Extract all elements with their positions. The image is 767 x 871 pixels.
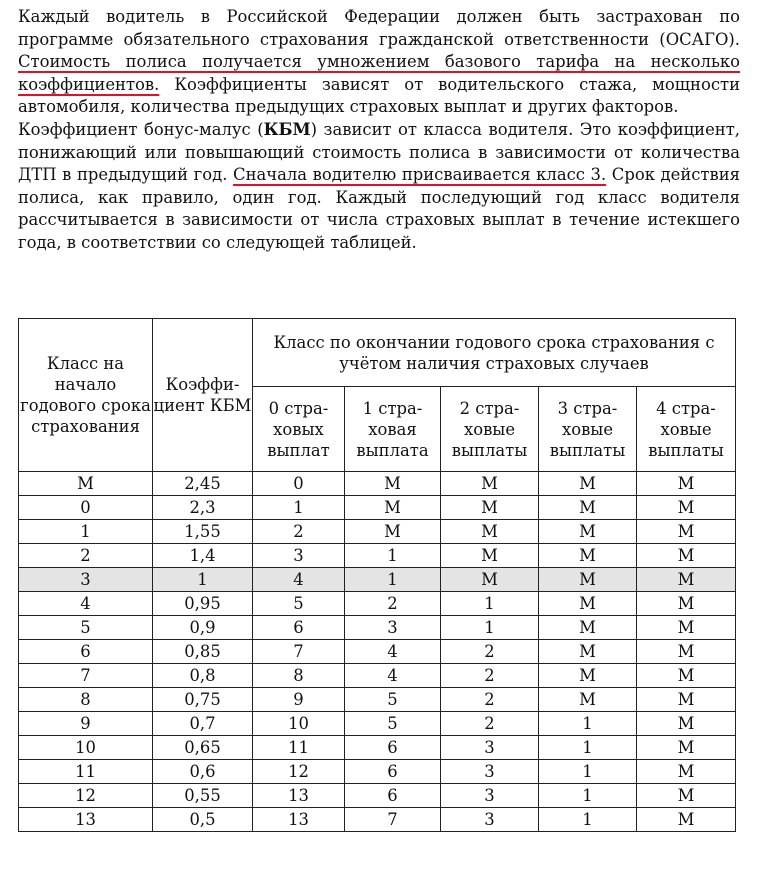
table-cell: М xyxy=(345,472,441,496)
table-row xyxy=(19,496,736,520)
table-cell: 12 xyxy=(253,760,345,784)
table-cell: М xyxy=(637,688,736,712)
table-cell: 13 xyxy=(253,784,345,808)
text-span: Коэффициенты зависят от водительского стажа, мощности автомобиля, количества предыдущих страховых выплат и других факторов. xyxy=(18,74,740,117)
table-cell: 1 xyxy=(345,568,441,592)
header-1-payment: 1 стра- ховая выплата xyxy=(345,387,441,472)
header-class-start: Класс на начало годового срока страхования xyxy=(19,319,153,472)
table-row xyxy=(19,544,736,568)
table-cell: 8 xyxy=(253,664,345,688)
table-cell: 6 xyxy=(19,640,153,664)
table-cell: М xyxy=(539,520,637,544)
table-cell: М xyxy=(539,472,637,496)
table-cell: М xyxy=(345,520,441,544)
table-cell: 9 xyxy=(253,688,345,712)
table-cell: 1 xyxy=(539,712,637,736)
table-cell: 1 xyxy=(539,736,637,760)
table-cell: М xyxy=(539,592,637,616)
table-cell: 3 xyxy=(441,760,539,784)
document-text xyxy=(18,6,740,255)
table-cell: 7 xyxy=(345,808,441,832)
table-cell: 12 xyxy=(19,784,153,808)
text-span: Коэффициент бонус-малус ( xyxy=(18,119,264,139)
table-row xyxy=(19,616,736,640)
table-cell: М xyxy=(637,784,736,808)
table-cell: 5 xyxy=(345,688,441,712)
table-cell: М xyxy=(637,736,736,760)
table-cell: М xyxy=(539,664,637,688)
header-3-payments: 3 стра- ховые выплаты xyxy=(539,387,637,472)
table-cell: 1 xyxy=(441,592,539,616)
table-cell: 0,95 xyxy=(153,592,253,616)
table-cell: 5 xyxy=(19,616,153,640)
bold-term: КБМ xyxy=(263,119,311,139)
table-cell: 1 xyxy=(253,496,345,520)
table-cell: 2 xyxy=(253,520,345,544)
table-cell: 0 xyxy=(253,472,345,496)
table-cell: 4 xyxy=(345,664,441,688)
table-cell: М xyxy=(637,808,736,832)
table-cell: 4 xyxy=(19,592,153,616)
table-cell: М xyxy=(637,712,736,736)
table-cell: М xyxy=(539,496,637,520)
text-span: Срок действия полиса, как правило, один год. Каждый последующий год класс водителя рассчитывается в зависимости от числа страховых выплат в течение истекшего года, в соответствии со следующей таблицей. xyxy=(18,165,740,252)
table-cell: 6 xyxy=(345,784,441,808)
table-cell: 1,4 xyxy=(153,544,253,568)
table-cell: М xyxy=(539,640,637,664)
table-cell: М xyxy=(637,664,736,688)
header-class-end-group: Класс по окончании годового срока страхования с учётом наличия страховых случаев xyxy=(253,319,736,387)
table-cell: 0,75 xyxy=(153,688,253,712)
header-0-payments: 0 стра- ховых выплат xyxy=(253,387,345,472)
table-row xyxy=(19,640,736,664)
table-cell: 1 xyxy=(153,568,253,592)
table-cell: 0,65 xyxy=(153,736,253,760)
table-row xyxy=(19,568,736,592)
table-cell: 13 xyxy=(253,808,345,832)
table-cell: 1 xyxy=(539,808,637,832)
table-cell: 13 xyxy=(19,808,153,832)
table-cell: 7 xyxy=(253,640,345,664)
table-row xyxy=(19,520,736,544)
table-cell: 0,55 xyxy=(153,784,253,808)
table-body xyxy=(19,472,736,832)
text-span: Каждый водитель в Российской Федерации должен быть застрахован по программе обязательного страхования гражданской ответственности (ОСАГО). xyxy=(18,7,740,49)
highlighted-text: Стоимость полиса получается умножением базового тарифа на несколько коэффициентов. xyxy=(18,52,740,94)
table-cell: 8 xyxy=(19,688,153,712)
table-cell: 0,8 xyxy=(153,664,253,688)
table-cell: 6 xyxy=(345,760,441,784)
table-row xyxy=(19,688,736,712)
table-cell: М xyxy=(637,544,736,568)
table-cell: 1 xyxy=(19,520,153,544)
table-cell: М xyxy=(539,544,637,568)
table-cell: 5 xyxy=(345,712,441,736)
paragraph-kbm xyxy=(18,119,740,255)
header-2-payments: 2 стра- ховые выплаты xyxy=(441,387,539,472)
table-cell: 2,45 xyxy=(153,472,253,496)
table-cell: 1,55 xyxy=(153,520,253,544)
table-row xyxy=(19,808,736,832)
table-cell: 3 xyxy=(253,544,345,568)
table-cell: 2,3 xyxy=(153,496,253,520)
table-cell: 10 xyxy=(253,712,345,736)
table-cell: М xyxy=(441,520,539,544)
table-row xyxy=(19,760,736,784)
table-cell: 11 xyxy=(19,760,153,784)
table-cell: 0 xyxy=(19,496,153,520)
table-cell: 2 xyxy=(441,640,539,664)
table-cell: М xyxy=(345,496,441,520)
table-cell: 6 xyxy=(253,616,345,640)
table-cell: 5 xyxy=(253,592,345,616)
table-cell: М xyxy=(637,640,736,664)
table-row xyxy=(19,472,736,496)
table-cell: М xyxy=(441,472,539,496)
table-cell: М xyxy=(19,472,153,496)
table-cell: 0,9 xyxy=(153,616,253,640)
table-cell: 0,7 xyxy=(153,712,253,736)
table-cell: 1 xyxy=(539,760,637,784)
table-cell: М xyxy=(637,520,736,544)
table-cell: М xyxy=(441,496,539,520)
table-cell: 7 xyxy=(19,664,153,688)
highlighted-text: Сначала водителю присваивается класс 3. xyxy=(233,165,607,185)
table-cell: 2 xyxy=(19,544,153,568)
table-cell: 1 xyxy=(539,784,637,808)
table-cell: М xyxy=(637,568,736,592)
table-row xyxy=(19,664,736,688)
table-cell: 0,85 xyxy=(153,640,253,664)
paragraph-osago xyxy=(18,6,740,119)
table-cell: 6 xyxy=(345,736,441,760)
table-cell: 9 xyxy=(19,712,153,736)
table-cell: М xyxy=(539,688,637,712)
table-cell: 3 xyxy=(345,616,441,640)
table-cell: М xyxy=(637,592,736,616)
table-cell: 3 xyxy=(441,808,539,832)
table-cell: М xyxy=(637,472,736,496)
table-row xyxy=(19,592,736,616)
table-cell: 3 xyxy=(19,568,153,592)
table-cell: М xyxy=(637,760,736,784)
table-cell: 2 xyxy=(441,664,539,688)
table-cell: 1 xyxy=(345,544,441,568)
table-cell: 0,5 xyxy=(153,808,253,832)
table-cell: 2 xyxy=(441,712,539,736)
header-4-payments: 4 стра- ховые выплаты xyxy=(637,387,736,472)
table-cell: М xyxy=(441,544,539,568)
kbm-table xyxy=(18,318,736,832)
table-cell: 3 xyxy=(441,784,539,808)
table-cell: 3 xyxy=(441,736,539,760)
table-cell: М xyxy=(539,568,637,592)
table-cell: 11 xyxy=(253,736,345,760)
table-cell: М xyxy=(637,496,736,520)
table-row xyxy=(19,784,736,808)
table-cell: 1 xyxy=(441,616,539,640)
table-cell: М xyxy=(441,568,539,592)
table-cell: М xyxy=(637,616,736,640)
table-cell: М xyxy=(539,616,637,640)
table-cell: 4 xyxy=(253,568,345,592)
table-cell: 0,6 xyxy=(153,760,253,784)
text-span: ) зависит от класса водителя. Это коэффициент, понижающий или повышающий стоимость полиса в зависимости от количества ДТП в предыдущий год. xyxy=(18,119,741,185)
table-cell: 2 xyxy=(345,592,441,616)
table-cell: 10 xyxy=(19,736,153,760)
table-row xyxy=(19,712,736,736)
header-coefficient: Коэффи- циент КБМ xyxy=(153,319,253,472)
table-cell: 2 xyxy=(441,688,539,712)
table-row xyxy=(19,736,736,760)
table-cell: 4 xyxy=(345,640,441,664)
